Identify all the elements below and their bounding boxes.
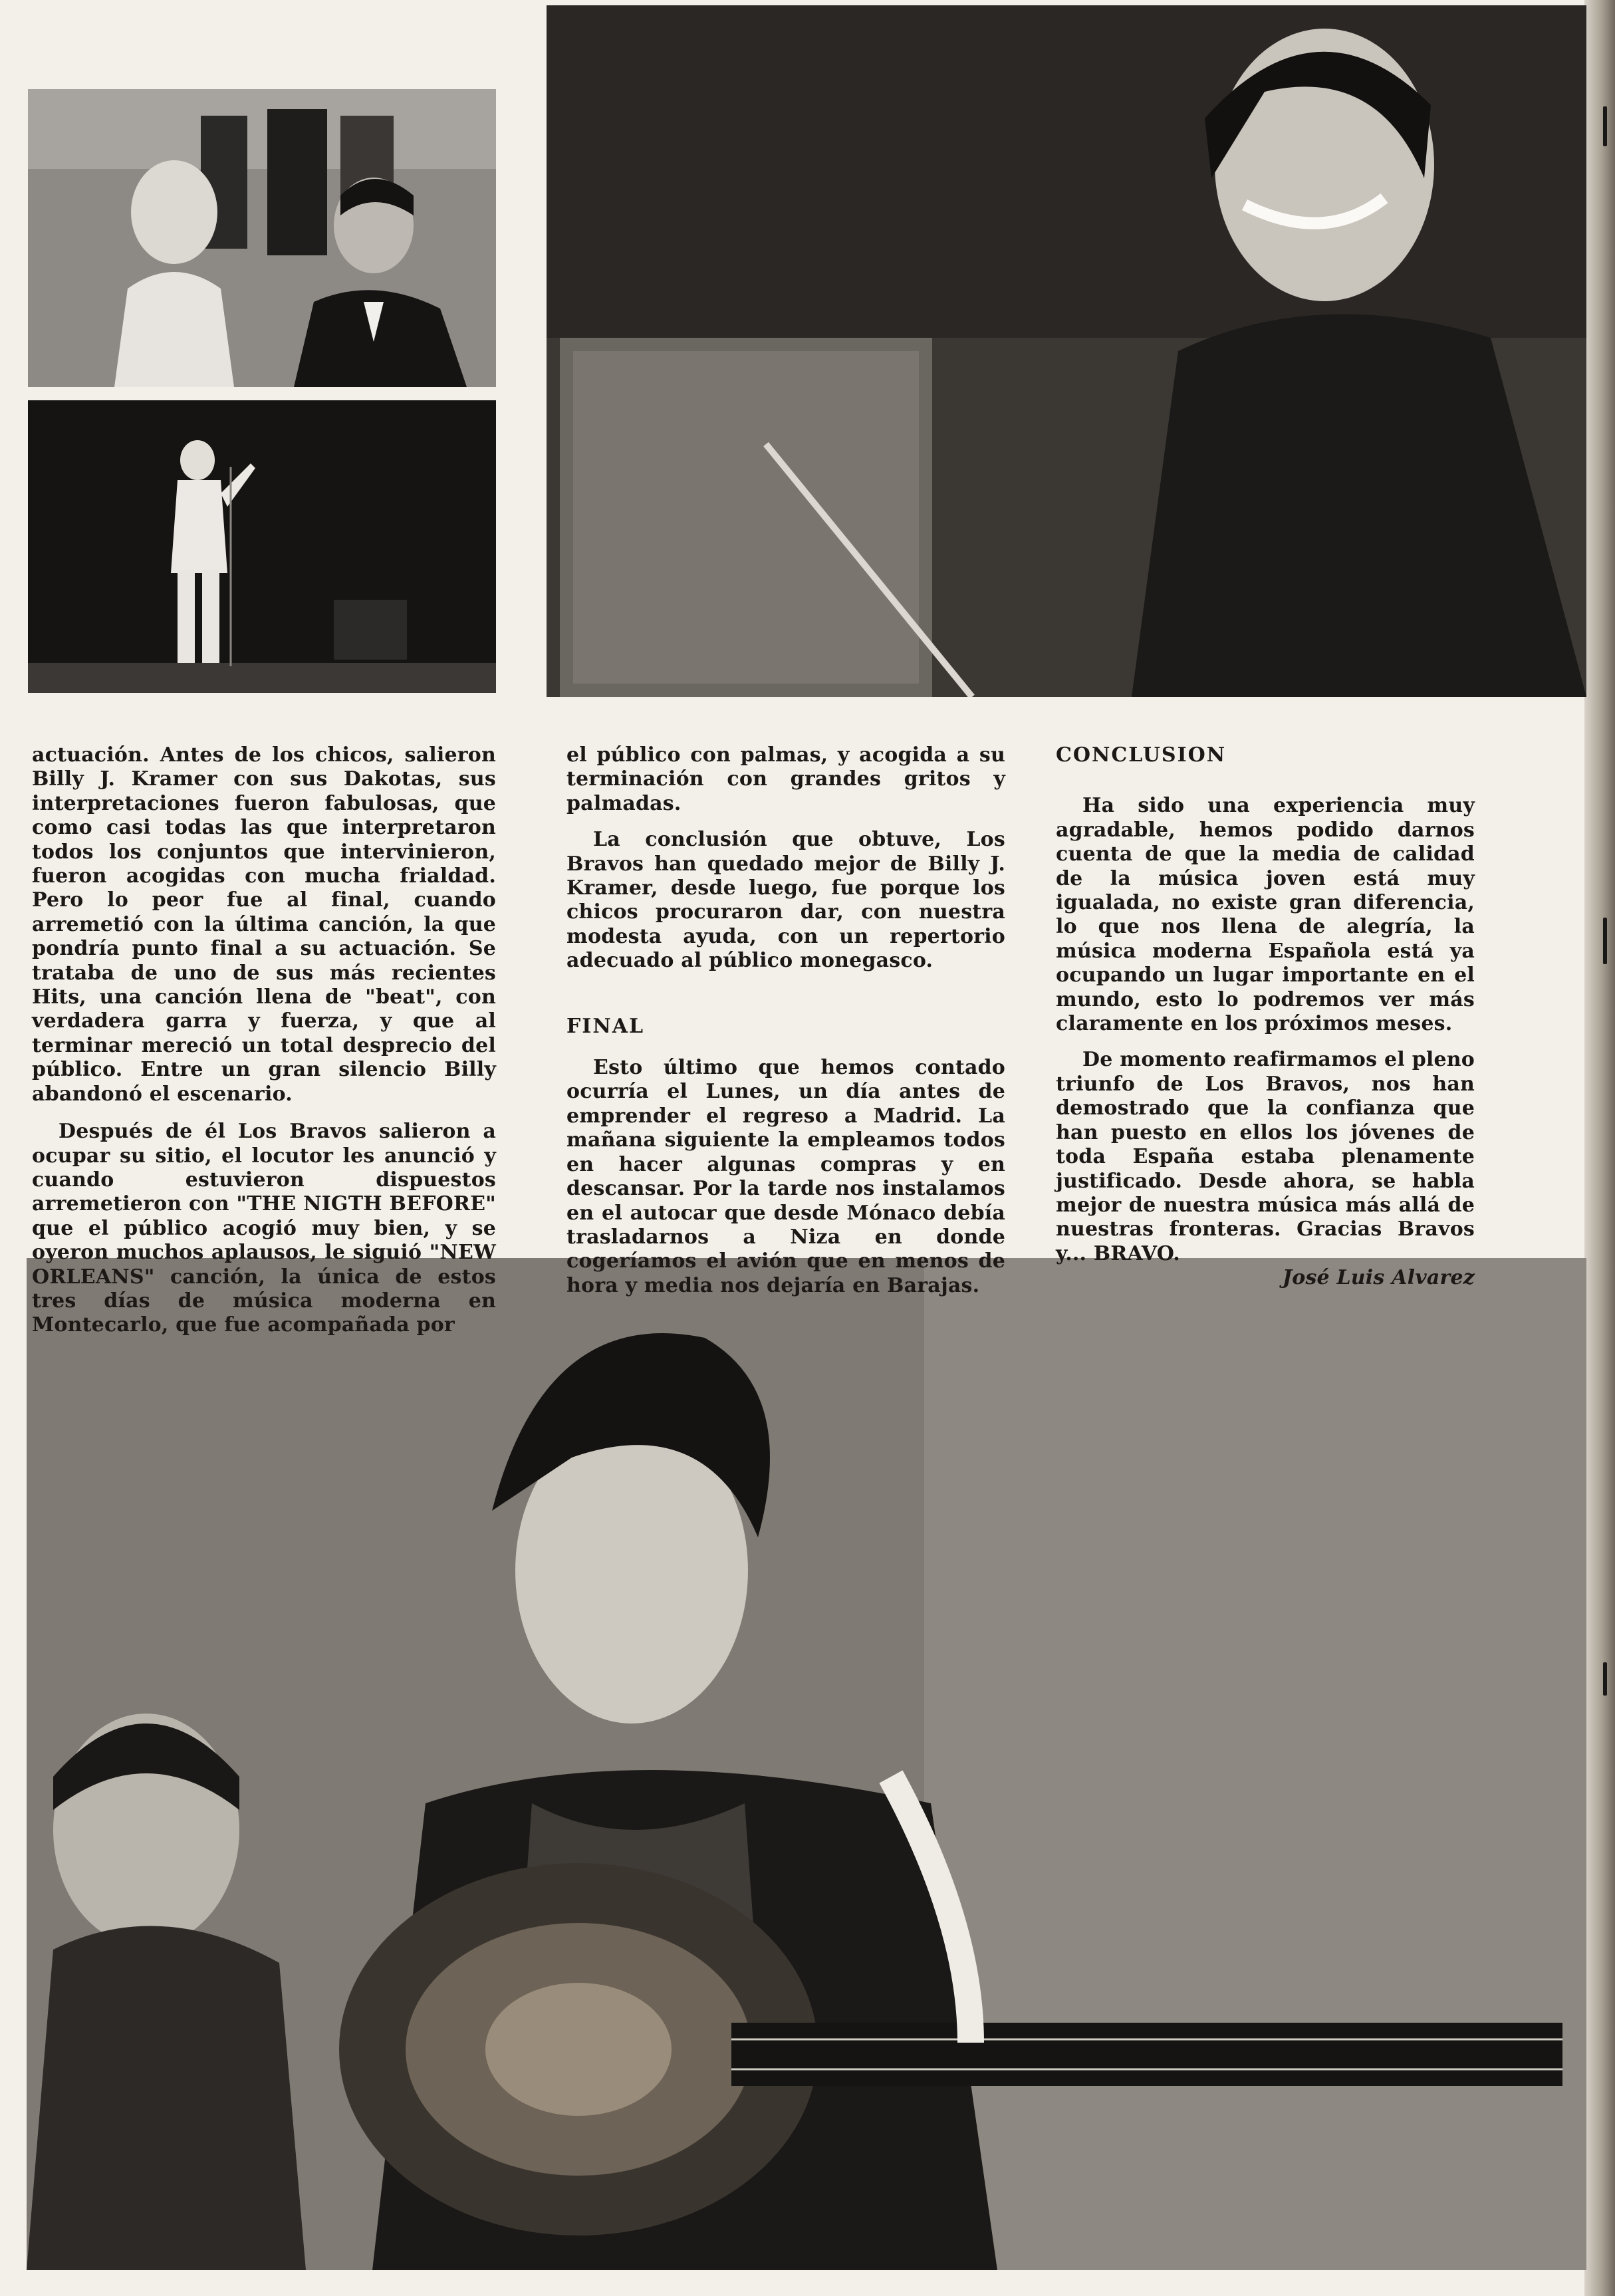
- author-signature: José Luis Alvarez: [1282, 1266, 1475, 1290]
- paragraph: actuación. Antes de los chicos, salieron Billy J. Kramer con sus Dakotas, sus interpretaciones fueron fabulosas, que como casi todas las que interpretaron todos los conjuntos que intervinieron, fueron acogidas con mucha frialdad. Pero lo peor fue al final, cuando arremetió con la última canción, la que pondría punto final a su actuación. Se trataba de uno de sus más recientes Hits, una canción llena de "beat", con verdadera garra y fuerza, y que al terminar mereció un total desprecio del público. Entre un gran silencio Billy abandonó el escenario.: [32, 743, 496, 1106]
- paragraph: Esto último que hemos contado ocurría el Lunes, un día antes de emprender el regreso a Madrid. La mañana siguiente la empleamos todos en hacer algunas compras y en descansar. Por la tarde nos instalamos en el autocar que desde Mónaco debía trasladarnos a Niza en donde cogeríamos el avión que en menos de hora y media nos dejaría en Barajas.: [566, 1056, 1005, 1297]
- photo-drummer: [547, 5, 1586, 697]
- article-column-1: [32, 743, 496, 1338]
- paragraph: el público con palmas, y acogida a su terminación con grandes gritos y palmadas.: [566, 743, 1005, 815]
- spine-mark: [1603, 918, 1607, 964]
- spine-mark: [1603, 1662, 1607, 1696]
- section-heading-conclusion: CONCLUSION: [1056, 743, 1227, 767]
- photo-stage-performance: [28, 400, 496, 693]
- paragraph: De momento reafirmamos el pleno triunfo de Los Bravos, nos han demostrado que la confianza que han puesto en ellos los jóvenes de toda España estaba plenamente justificado. Desde ahora, se habla mejor de nuestra música más allá de nuestras fronteras. Gracias Bravos y... BRAVO.: [1056, 1048, 1475, 1265]
- photo-backstage: [28, 89, 496, 387]
- spine-mark: [1603, 106, 1607, 146]
- paragraph: La conclusión que obtuve, Los Bravos han quedado mejor de Billy J. Kramer, desde luego, fue porque los chicos procuraron dar, con nuestra modesta ayuda, con un repertorio adecuado al público monegasco.: [566, 828, 1005, 973]
- paragraph: Después de él Los Bravos salieron a ocupar su sitio, el locutor les anunció y cuando estuvieron dispuestos arremetieron con "THE NIGTH BEFORE" que el público acogió muy bien, y se oyeron muchos aplausos, le siguió "NEW ORLEANS" canción, la única de estos tres días de música moderna en Montecarlo, que fue acompañada por: [32, 1120, 496, 1337]
- article-column-2: [566, 743, 1005, 1298]
- section-heading-final: FINAL: [566, 1014, 645, 1038]
- page-edge: [1584, 0, 1615, 2296]
- paragraph: Ha sido una experiencia muy agradable, hemos podido darnos cuenta de que la media de calidad de la música joven está muy igualada, no existe gran diferencia, lo que nos llena de alegría, la música moderna Española está ya ocupando un lugar importante en el mundo, esto lo podremos ver más claramente en los próximos meses.: [1056, 794, 1475, 1036]
- photo-guitarist: [27, 1258, 1586, 2270]
- article-column-3: [1056, 743, 1475, 1291]
